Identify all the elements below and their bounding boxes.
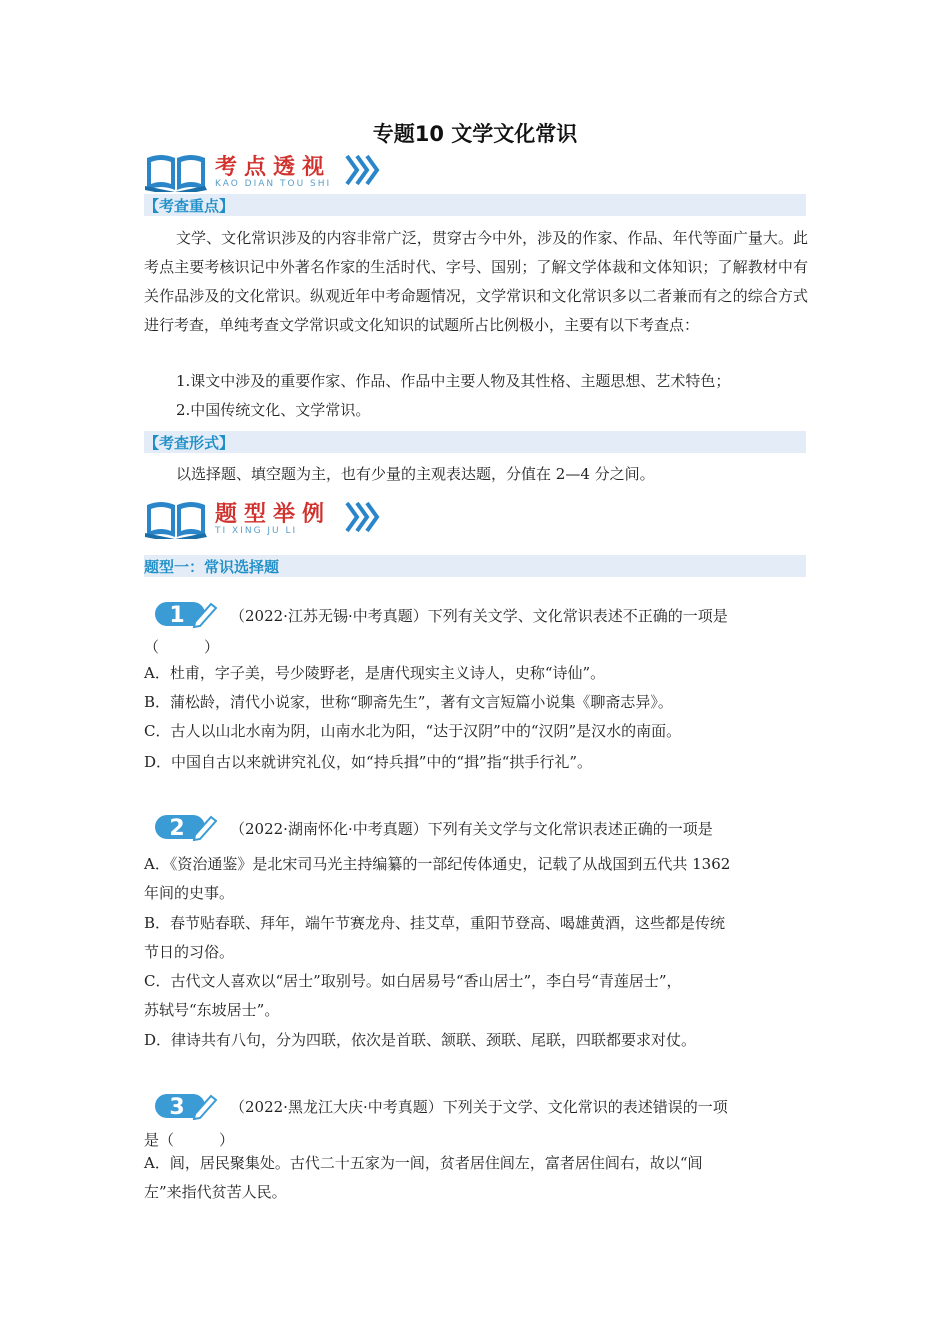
question-2-badge-icon: [155, 811, 217, 841]
q2-option-a: A．《资治通鉴》是北宋司马光主持编纂的一部纪传体通史，记载了从战国到五代共 1362: [144, 855, 731, 873]
question-1-badge-icon: [155, 598, 217, 628]
q1-stem: （2022·江苏无锡·中考真题）下列有关文学、文化常识表述不正确的一项是: [230, 607, 728, 625]
chevrons-icon: [345, 154, 381, 186]
open-book-icon: [145, 152, 207, 192]
q3-stem-cont: 是（ ）: [144, 1131, 235, 1149]
focus-point-2: 2.中国传统文化、文学常识。: [176, 401, 371, 419]
focus-point-1: 1.课文中涉及的重要作家、作品、作品中主要人物及其性格、主题思想、艺术特色；: [176, 372, 731, 390]
type-header: [144, 555, 806, 577]
q1-option-a: A．杜甫，字子美，号少陵野老，是唐代现实主义诗人，史称“诗仙”。: [144, 664, 606, 682]
q2-option-d: D．律诗共有八句，分为四联，依次是首联、颔联、颈联、尾联，四联都要求对仗。: [144, 1031, 697, 1049]
svg-text:2: 2: [169, 816, 185, 841]
q2-option-c-cont: 苏轼号“东坡居士”。: [144, 1001, 280, 1019]
banner-title: 考点透视: [215, 155, 332, 180]
q2-option-c: C．古代文人喜欢以“居士”取别号。如白居易号“香山居士”，李白号“青莲居士”，: [144, 972, 682, 990]
banner-subtitle: KAO DIAN TOU SHI: [215, 179, 332, 189]
banner-subtitle: TI XING JU LI: [215, 526, 298, 536]
q1-option-c: C．古人以山北水南为阴，山南水北为阳，“达于汉阴”中的“汉阴”是汉水的南面。: [144, 722, 682, 740]
section-header-focus: [144, 194, 806, 216]
q3-option-a-cont: 左”来指代贫苦人民。: [144, 1183, 287, 1201]
section-header-form: [144, 431, 806, 453]
q1-option-b: B．蒲松龄，清代小说家，世称“聊斋先生”，著有文言短篇小说集《聊斋志异》。: [144, 693, 673, 711]
section-label: 【考查重点】: [144, 197, 235, 215]
banner-title: 题型举例: [215, 502, 332, 527]
page-title: 专题10 文学文化常识: [372, 122, 578, 146]
q3-stem: （2022·黑龙江大庆·中考真题）下列关于文学、文化常识的表述错误的一项: [230, 1098, 728, 1116]
banner-kao-dian: [145, 150, 385, 196]
q2-stem: （2022·湖南怀化·中考真题）下列有关文学与文化常识表述正确的一项是: [230, 820, 713, 838]
open-book-icon: [145, 499, 207, 539]
form-text: 以选择题、填空题为主，也有少量的主观表达题，分值在 2—4 分之间。: [176, 465, 655, 483]
focus-paragraph: 文学、文化常识涉及的内容非常广泛，贯穿古今中外，涉及的作家、作品、年代等面广量大。此考点主要考核识记中外著名作家的生活时代、字号、国别；了解文学体裁和文体知识；了解教材中有关作品涉及的文化常识。纵观近年中考命题情况，文学常识和文化常识多以二者兼而有之的综合方式进行考查，单纯考查文学常识或文化知识的试题所占比例极小，主要有以下考查点：: [144, 229, 808, 334]
q3-option-a: A．闾，居民聚集处。古代二十五家为一闾，贫者居住闾左，富者居住闾右，故以“闾: [144, 1154, 703, 1172]
q2-option-b-cont: 节日的习俗。: [144, 943, 235, 961]
banner-ti-xing: [145, 497, 385, 543]
q1-option-d: D．中国自古以来就讲究礼仪，如“持兵揖”中的“揖”指“拱手行礼”。: [144, 753, 593, 771]
svg-text:1: 1: [169, 603, 185, 628]
chevrons-icon: [345, 501, 381, 533]
svg-text:3: 3: [169, 1095, 185, 1120]
q1-blank: （ ）: [144, 638, 220, 656]
q2-option-a-cont: 年间的史事。: [144, 884, 235, 902]
section-label: 【考查形式】: [144, 434, 235, 452]
type-label: 题型一：常识选择题: [144, 558, 280, 576]
q2-option-b: B．春节贴春联、拜年，端午节赛龙舟、挂艾草，重阳节登高、喝雄黄酒，这些都是传统: [144, 914, 726, 932]
question-3-badge-icon: [155, 1090, 217, 1120]
